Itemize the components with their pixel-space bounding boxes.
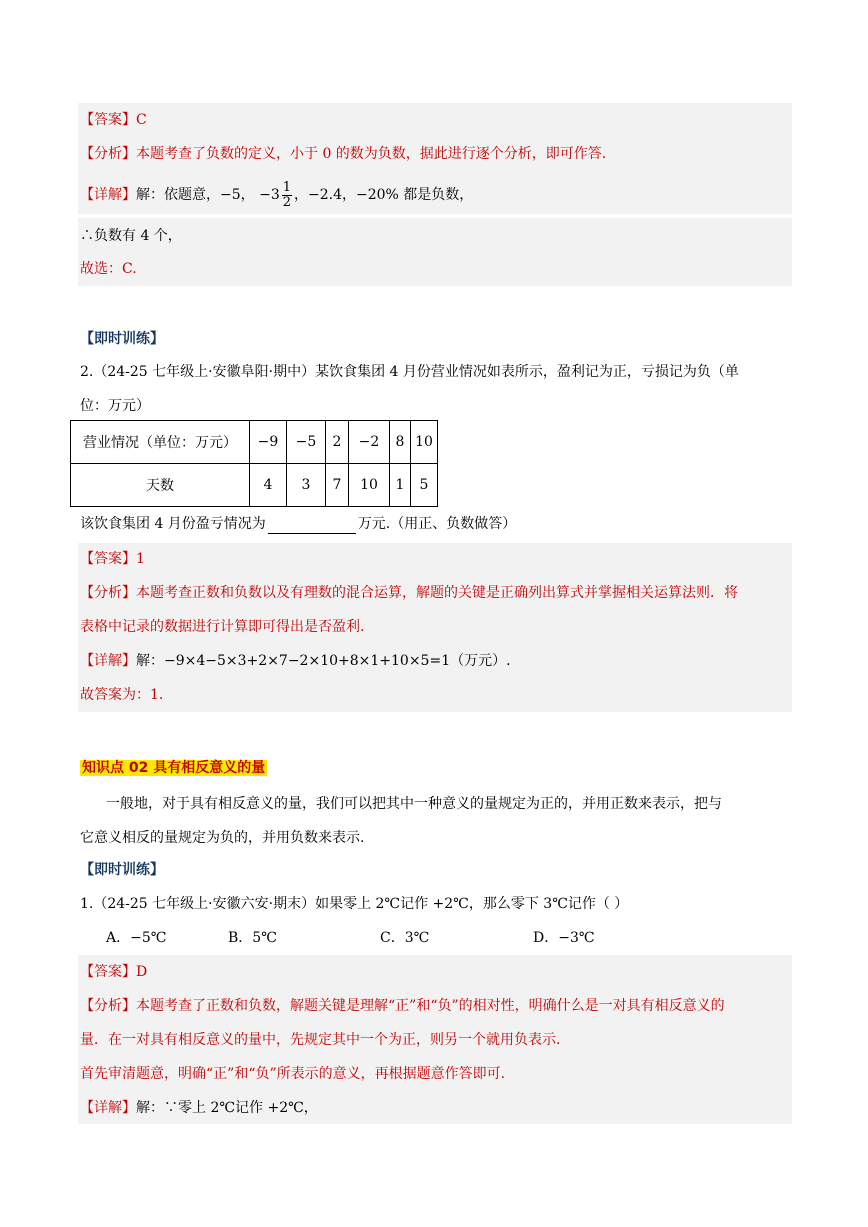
analysis-label: 【分析】 <box>80 585 136 601</box>
table-cell: 5 <box>411 464 438 507</box>
table-row-header: 营业情况（单位：万元） <box>71 421 250 464</box>
detail-n1: −5， <box>220 187 255 203</box>
q1-answer <box>80 110 147 130</box>
table-cell: 10 <box>349 464 390 507</box>
practice1-question-line1: 2.（24-25 七年级上·安徽阜阳·期中）某饮食集团 4 月份营业情况如表所示，盈利记为正，亏损记为负（单 <box>80 364 739 380</box>
knowledge-title: 知识点 02 具有相反意义的量 <box>82 760 266 776</box>
analysis-text: 本题考查正数和负数以及有理数的混合运算，解题的关键是正确列出算式并掌握相关运算法则．将 <box>136 585 738 601</box>
business-table <box>70 420 438 507</box>
practice2-analysis-1 <box>80 996 725 1016</box>
practice1-final: 故答案为：1. <box>80 687 164 703</box>
fill-suffix: 万元.（用正、负数做答） <box>357 516 517 532</box>
detail-label: 【详解】 <box>80 653 136 669</box>
detail-text: 解：∵零上 2℃记作 +2℃， <box>136 1100 318 1116</box>
practice2-label: 【即时训练】 <box>80 862 164 878</box>
detail-label: 【详解】 <box>80 1100 136 1116</box>
practice1-label: 【即时训练】 <box>80 331 164 347</box>
detail-prefix: 解：依题意， <box>136 187 220 203</box>
practice1-analysis-2: 表格中记录的数据进行计算即可得出是否盈利. <box>80 619 365 635</box>
analysis-text: 本题考查了正数和负数，解题关键是理解“正”和“负”的相对性，明确什么是一对具有相反意义的 <box>136 998 725 1014</box>
option-c[interactable]: C．3℃ <box>380 930 430 946</box>
practice1-answer <box>80 549 145 569</box>
option-d[interactable]: D．−3℃ <box>533 930 595 946</box>
table-cell: 3 <box>287 464 326 507</box>
answer-value: D <box>136 964 148 980</box>
fill-prefix: 该饮食集团 4 月份盈亏情况为 <box>80 516 266 532</box>
practice2-detail <box>80 1098 318 1118</box>
option-a[interactable]: A．−5℃ <box>106 930 167 946</box>
answer-label: 【答案】 <box>80 964 136 980</box>
table-row <box>71 421 438 464</box>
detail-text: 解：−9×4−5×3+2×7−2×10+8×1+10×5=1（万元）. <box>136 653 511 669</box>
detail-n2-int: −3 <box>259 187 280 203</box>
practice1-fill <box>80 514 516 534</box>
knowledge-title-line <box>80 758 267 778</box>
knowledge-para-1: 一般地，对于具有相反意义的量，我们可以把其中一种意义的量规定为正的，并用正数来表示，把与 <box>106 796 722 812</box>
practice2-analysis-2: 量．在一对具有相反意义的量中，先规定其中一个为正，则另一个就用负表示. <box>80 1032 561 1048</box>
answer-value: C <box>136 112 147 128</box>
table-cell: 7 <box>326 464 349 507</box>
q1-analysis <box>80 144 606 164</box>
table-cell: 2 <box>326 421 349 464</box>
answer-value: 1 <box>136 551 145 567</box>
table-row-header: 天数 <box>71 464 250 507</box>
q1-choice: 故选：C. <box>80 261 137 277</box>
table-cell: 10 <box>411 421 438 464</box>
table-cell: −5 <box>287 421 326 464</box>
table-cell: 8 <box>390 421 411 464</box>
analysis-text: 本题考查了负数的定义，小于 0 的数为负数，据此进行逐个分析，即可作答. <box>136 146 607 162</box>
knowledge-para-2: 它意义相反的量规定为负的，并用负数来表示. <box>80 830 365 846</box>
mixed-fraction <box>282 181 292 210</box>
answer-blank[interactable] <box>268 519 356 534</box>
practice1-detail <box>80 651 511 671</box>
fraction-denominator: 2 <box>282 194 292 210</box>
answer-label: 【答案】 <box>80 551 136 567</box>
practice1-analysis-1 <box>80 583 738 603</box>
table-cell: 1 <box>390 464 411 507</box>
practice2-question: 1.（24-25 七年级上·安徽六安·期末）如果零上 2℃记作 +2℃，那么零下 3℃记作（ ） <box>80 896 629 912</box>
analysis-label: 【分析】 <box>80 998 136 1014</box>
table-cell: −2 <box>349 421 390 464</box>
practice2-answer <box>80 962 147 982</box>
table-cell: −9 <box>250 421 287 464</box>
answer-label: 【答案】 <box>80 112 136 128</box>
table-row <box>71 464 438 507</box>
answer-block-q1-bottom <box>78 218 792 286</box>
q1-conclusion: ∴负数有 4 个， <box>80 228 182 244</box>
detail-rest: ，−2.4，−20% 都是负数， <box>294 187 474 203</box>
detail-label: 【详解】 <box>80 187 136 203</box>
practice1-question-line2: 位：万元） <box>80 398 150 414</box>
practice2-analysis-3: 首先审清题意，明确“正”和“负”所表示的意义，再根据题意作答即可. <box>80 1066 506 1082</box>
option-b[interactable]: B．5℃ <box>228 930 277 946</box>
q1-detail <box>80 180 473 210</box>
fraction-numerator: 1 <box>282 179 292 195</box>
analysis-label: 【分析】 <box>80 146 136 162</box>
table-cell: 4 <box>250 464 287 507</box>
